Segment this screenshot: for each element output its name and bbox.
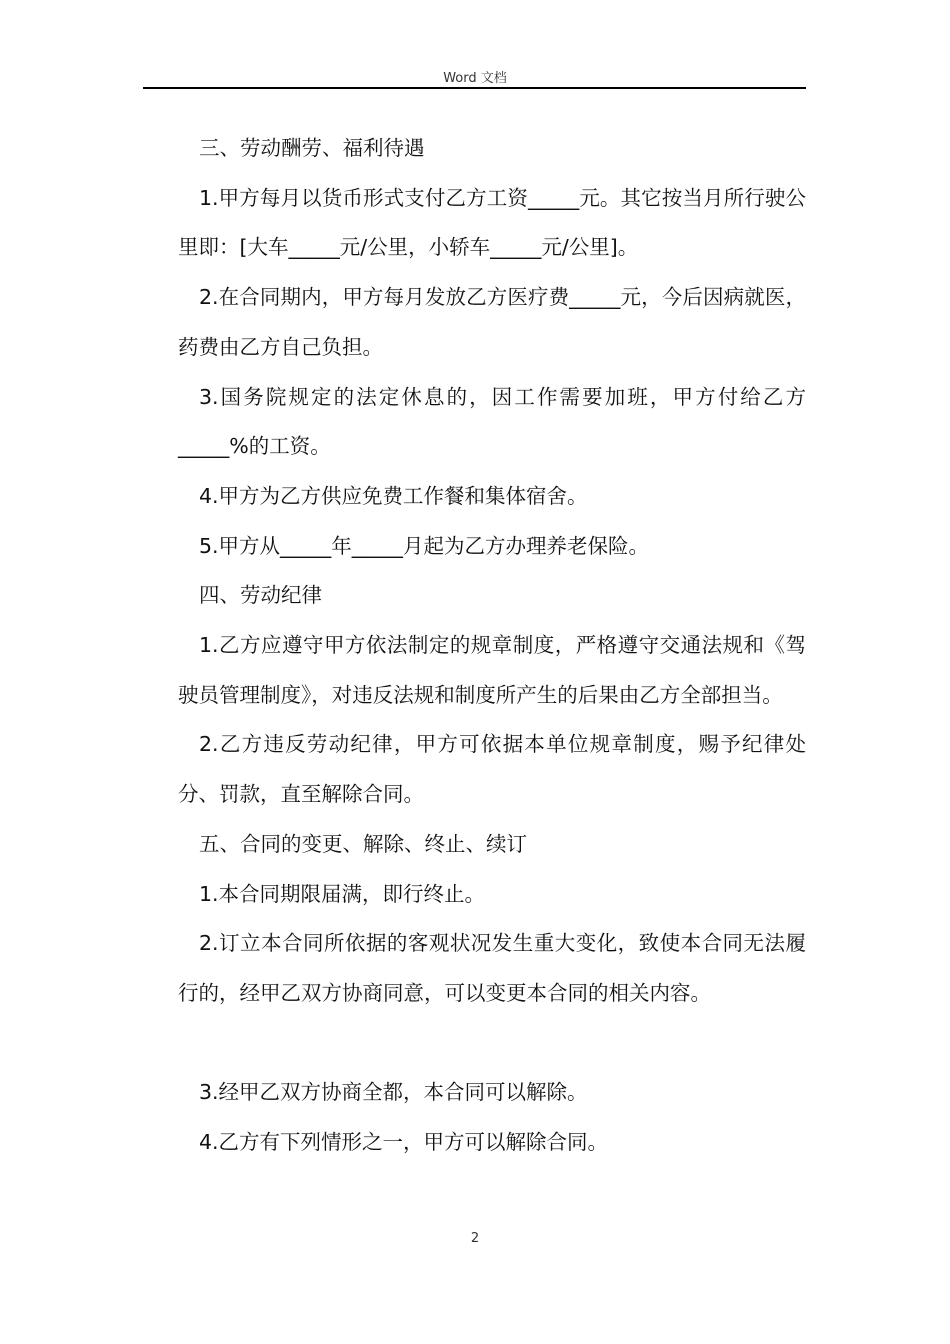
document-header: Word 文档 — [443, 71, 507, 86]
section-heading-contract-changes: 五、合同的变更、解除、终止、续订 — [199, 831, 527, 856]
header-divider — [143, 87, 806, 89]
paragraph: 4.甲方为乙方供应免费工作餐和集体宿舍。 — [199, 483, 588, 508]
paragraph: 2.乙方违反劳动纪律，甲方可依据本单位规章制度，赐予纪律处分、罚款，直至解除合同。 — [178, 732, 806, 807]
page-number: 2 — [470, 1231, 480, 1246]
paragraph: 2.在合同期内，甲方每月发放乙方医疗费_____元，今后因病就医，药费由乙方自己负担。 — [178, 285, 806, 359]
paragraph: 4.乙方有下列情形之一，甲方可以解除合同。 — [199, 1130, 609, 1155]
section-heading-discipline: 四、劳动纪律 — [199, 583, 322, 608]
paragraph: 5.甲方从_____年_____月起为乙方办理养老保险。 — [199, 533, 650, 558]
paragraph: 3.经甲乙双方协商全都，本合同可以解除。 — [199, 1080, 588, 1105]
paragraph: 1.乙方应遵守甲方依法制定的规章制度，严格遵守交通法规和《驾驶员管理制度》，对违反法规和制度所产生的后果由乙方全部担当。 — [178, 633, 806, 707]
section-heading-remuneration: 三、劳动酬劳、福利待遇 — [199, 136, 425, 160]
paragraph: 3.国务院规定的法定休息的，因工作需要加班，甲方付给乙方_____%的工资。 — [178, 384, 806, 459]
paragraph: 1.本合同期限届满，即行终止。 — [199, 881, 486, 906]
blank-line — [178, 1019, 806, 1069]
document-body — [178, 124, 806, 1168]
paragraph: 2.订立本合同所依据的客观状况发生重大变化，致使本合同无法履行的，经甲乙双方协商同意，可以变更本合同的相关内容。 — [178, 931, 806, 1005]
paragraph: 1.甲方每月以货币形式支付乙方工资_____元。其它按当月所行驶公里即：[大车_____元/公里，小轿车_____元/公里]。 — [178, 185, 806, 260]
